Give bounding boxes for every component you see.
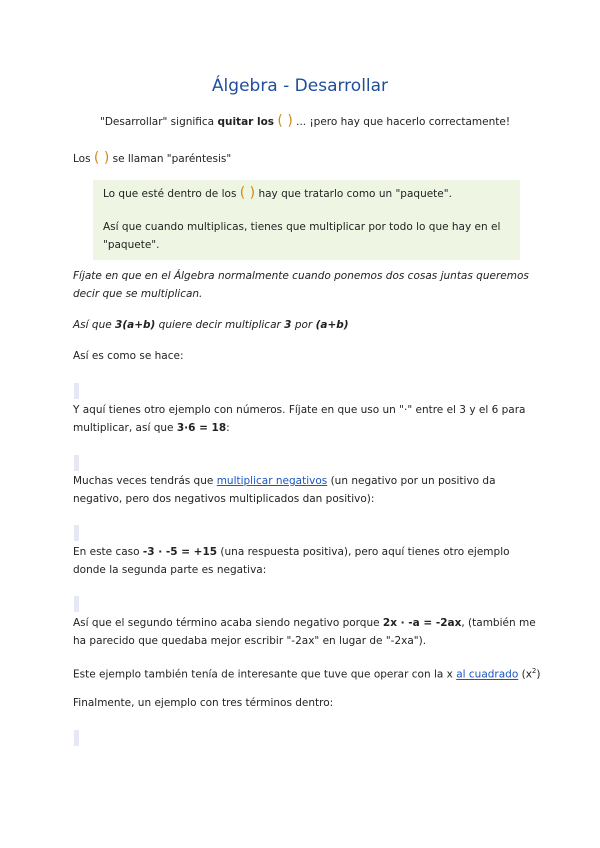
parentheses-definition: Los ( ) se llaman "paréntesis" [73,150,232,166]
case-line-1: En este caso -3 · -5 = +15 (una respuesta positiva), pero aquí tienes otro ejemplo [73,546,510,558]
negatives-line-1: Muchas veces tendrás que multiplicar negativos (un negativo por un positivo da [73,475,496,487]
squared-link[interactable]: al cuadrado [456,668,519,681]
image-placeholder [74,383,79,399]
multiply-negatives-link[interactable]: multiplicar negativos [216,475,328,487]
finally-line: Finalmente, un ejemplo con tres términos dentro: [73,697,334,709]
image-placeholder [74,596,79,612]
image-placeholder [74,730,79,746]
intro-line: "Desarrollar" significa quitar los ( ) ... ¡pero hay que hacerlo correctamente! [100,113,511,129]
second-term-line-2: ha parecido que quedaba mejor escribir "-2ax" en lugar de "-2xa"). [73,635,427,647]
note-line-2: decir que se multiplican. [73,288,203,300]
parentheses-symbol: ( ) [239,185,256,201]
case-line-2: donde la segunda parte es negativa: [73,564,267,576]
image-placeholder [74,525,79,541]
example-numbers-line-2: multiplicar, así que 3·6 = 18: [73,422,230,434]
second-term-line-1: Así que el segundo término acaba siendo negativo porque 2x · -a = -2ax, (también me [73,617,536,629]
example-numbers-line-1: Y aquí tienes otro ejemplo con números. Fíjate en que uso un "·" entre el 3 y el 6 para [73,404,526,416]
squared-line: Este ejemplo también tenía de interesante que tuve que operar con la x al cuadrado $(x^2)$ [73,667,541,681]
page-title: Álgebra - Desarrollar [211,76,389,96]
package-highlight-box: Lo que esté dentro de los ( ) hay que tratarlo como un "paquete". Así que cuando multiplicas, tienes que multiplicar por todo lo que hay en el "paquete". [93,180,520,260]
parentheses-symbol: ( ) [277,113,293,129]
negatives-line-2: negativo, pero dos negativos multiplicados dan positivo): [73,493,375,505]
how-line: Así es como se hace: [73,350,184,362]
parentheses-symbol: ( ) [93,150,110,166]
meaning-line: Así que 3(a+b) quiere decir multiplicar 3 por (a+b) [73,319,349,331]
image-placeholder [74,455,79,471]
note-line-1: Fíjate en que en el Álgebra normalmente cuando ponemos dos cosas juntas queremos [73,270,529,282]
